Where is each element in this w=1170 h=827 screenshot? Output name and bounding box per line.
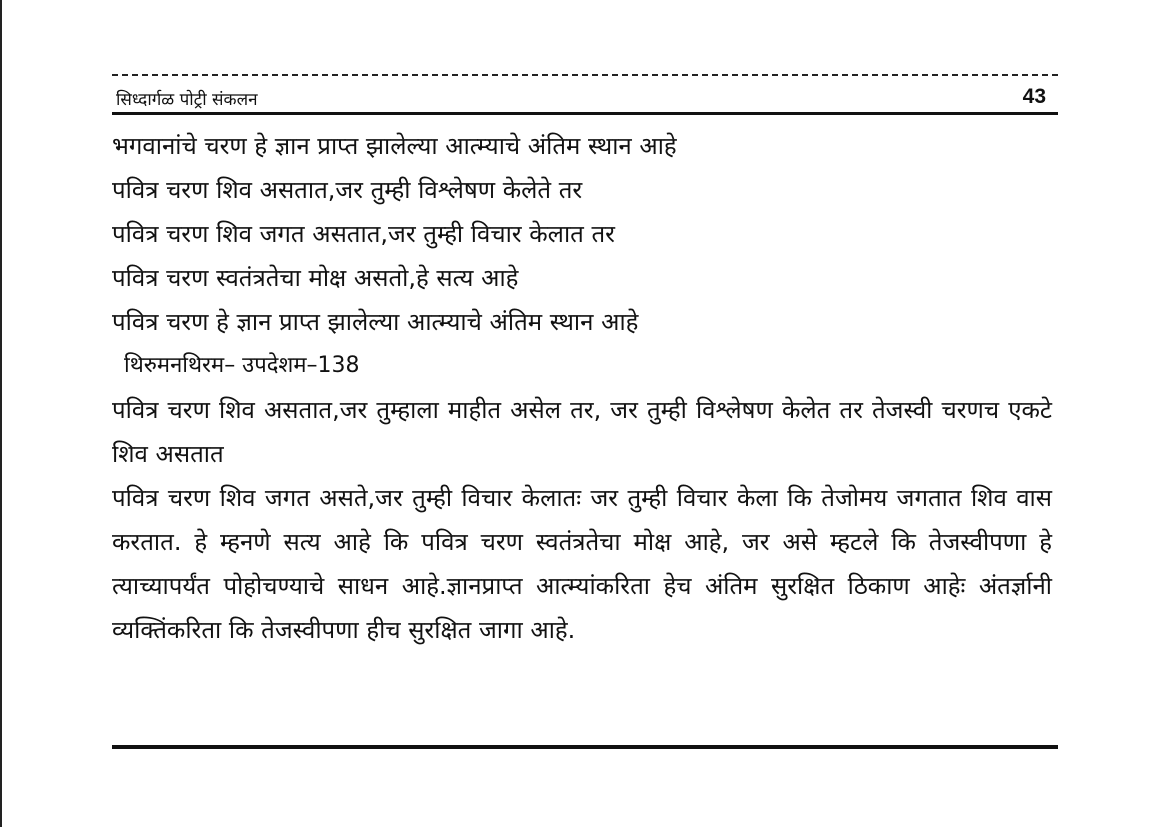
- verse-line-2: पवित्र चरण शिव असतात,जर तुम्ही विश्लेषण केलेते तर: [112, 176, 583, 204]
- verse-reference: थिरुमनथिरम– उपदेशम–138: [124, 353, 360, 378]
- page-header: [112, 86, 1058, 112]
- footer-solid-divider: [112, 745, 1058, 749]
- page-number: 43: [1022, 85, 1046, 108]
- header-solid-divider: [112, 112, 1058, 115]
- verse-line-5: पवित्र चरण हे ज्ञान प्राप्त झालेल्या आत्म्याचे अंतिम स्थान आहे: [112, 308, 639, 336]
- verse-line-1: भगवानांचे चरण हे ज्ञान प्राप्त झालेल्या आत्म्याचे अंतिम स्थान आहे: [112, 132, 677, 160]
- page-body: [112, 124, 1052, 652]
- commentary-paragraph-1: पवित्र चरण शिव असतात,जर तुम्हाला माहीत असेल तर, जर तुम्ही विश्लेषण केलेत तर तेजस्वी चरणच एकटे शिव असतात: [112, 396, 1052, 468]
- header-dashed-divider: [112, 74, 1058, 76]
- book-title: सिध्दार्गळ पोट्री संकलन: [116, 90, 258, 110]
- verse-line-3: पवित्र चरण शिव जगत असतात,जर तुम्ही विचार केलात तर: [112, 220, 615, 248]
- commentary-paragraph-2: पवित्र चरण शिव जगत असते,जर तुम्ही विचार केलातः जर तुम्ही विचार केला कि तेजोमय जगतात शिव वास करतात. हे म्हनणे सत्य आहे कि पवित्र चरण स्वतंत्रतेचा मोक्ष आहे, जर असे म्हटले कि तेजस्वीपणा हे त्याच्यापर्यंत पोहोचण्याचे साधन आहे.ज्ञानप्राप्त आत्म्यांकरिता हेच अंतिम सुरक्षित ठिकाण आहेः अंतर्ज्ञानी व्यक्तिंकरिता कि तेजस्वीपणा हीच सुरक्षित जागा आहे.: [112, 484, 1052, 644]
- verse-line-4: पवित्र चरण स्वतंत्रतेचा मोक्ष असतो,हे सत्य आहे: [112, 264, 519, 292]
- left-border-line: [0, 0, 2, 827]
